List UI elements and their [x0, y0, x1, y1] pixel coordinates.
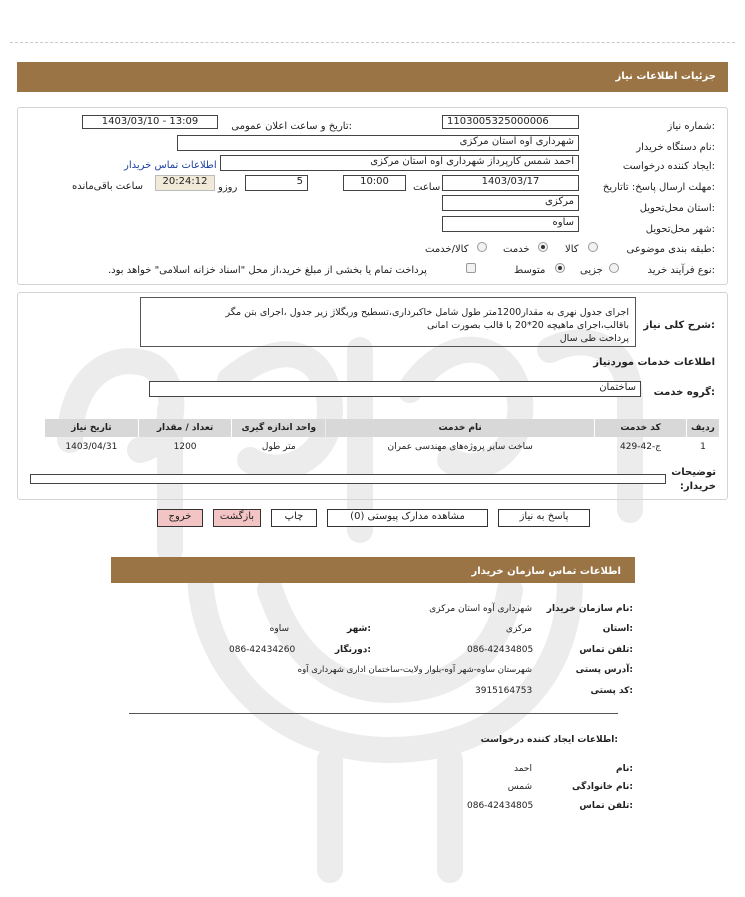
- category-goods-radio[interactable]: [588, 242, 598, 252]
- contact-header: [111, 557, 635, 583]
- postal-value: 3915164753: [475, 686, 533, 696]
- col-unit: واحد اندازه گیری: [232, 419, 325, 437]
- creator-phone-label: تلفن تماس:: [579, 801, 633, 811]
- page-header: [17, 62, 728, 92]
- contact-province-label: استان:: [602, 624, 633, 634]
- creator-family-value: شمس: [507, 782, 532, 792]
- service-group-field[interactable]: ساختمان: [149, 381, 641, 397]
- process-medium-label: متوسط: [514, 265, 546, 276]
- creator-field[interactable]: احمد شمس کارپرداز شهرداری آوه استان مرکزی: [220, 155, 579, 171]
- contact-divider: [129, 713, 618, 714]
- address-value: شهرستان ساوه-شهر آوه-بلوار ولایت-ساختمان اداری شهرداری آوه: [297, 665, 532, 675]
- col-date: تاریخ نیاز: [45, 419, 138, 437]
- buyer-field[interactable]: شهرداری آوه استان مرکزی: [177, 135, 579, 151]
- col-row: ردیف: [687, 419, 719, 437]
- process-small-radio[interactable]: [609, 263, 619, 273]
- city-label: شهر محل‌تحویل:: [645, 224, 715, 235]
- deadline-time-field[interactable]: 10:00: [343, 175, 406, 191]
- buyer-label: نام دستگاه خریدار:: [636, 142, 715, 153]
- print-button[interactable]: چاپ: [271, 509, 317, 527]
- services-table: [44, 418, 720, 457]
- contact-city-value: ساوه: [269, 624, 289, 634]
- top-divider: [10, 42, 735, 43]
- contact-phone-label: تلفن تماس:: [579, 645, 633, 655]
- announce-field[interactable]: 1403/03/10 - 13:09: [82, 115, 218, 129]
- summary-box: [140, 297, 636, 347]
- process-medium-radio[interactable]: [555, 263, 565, 273]
- days-label: روزو: [218, 182, 238, 193]
- contact-phone-value: 086-42434805: [467, 645, 534, 655]
- attachments-button[interactable]: مشاهده مدارک پیوستی (0): [327, 509, 488, 527]
- category-service-label: خدمت: [503, 244, 530, 255]
- table-row[interactable]: [45, 438, 719, 456]
- deadline-date-field[interactable]: 1403/03/17: [442, 175, 579, 191]
- cell-unit: متر طول: [261, 442, 296, 452]
- contact-header-title: اطلاعات تماس سازمان خریدار: [471, 566, 621, 577]
- table-header-row: [45, 419, 719, 437]
- category-label: طبقه بندی موضوعی:: [626, 244, 715, 255]
- contact-city-label: شهر:: [347, 624, 371, 634]
- postal-label: کد پستی:: [590, 686, 633, 696]
- service-group-label: گروه خدمت:: [653, 387, 715, 398]
- category-both-label: کالا/خدمت: [425, 244, 469, 255]
- contact-buyer-link[interactable]: اطلاعات تماس خریدار: [124, 160, 217, 171]
- buyer-notes-label: توضیحات خریدار:: [671, 467, 716, 492]
- remaining-label: ساعت باقی‌مانده: [72, 181, 144, 192]
- city-field[interactable]: ساوه: [442, 216, 579, 232]
- announce-label: تاریخ و ساعت اعلان عمومی:: [231, 121, 352, 132]
- cell-date: 1403/04/31: [65, 442, 118, 452]
- col-name: نام خدمت: [326, 419, 594, 437]
- days-field[interactable]: 5: [245, 175, 308, 191]
- address-label: آدرس پستی:: [575, 665, 633, 675]
- back-button[interactable]: بازگشت: [213, 509, 261, 527]
- payment-note: پرداخت تمام یا بخشی از مبلغ خرید،از محل "اسناد خزانه اسلامی" خواهد بود.: [108, 265, 427, 276]
- org-value: شهرداری آوه استان مرکزی: [429, 604, 532, 614]
- category-goods-label: کالا: [565, 244, 579, 255]
- buyer-notes-field[interactable]: [30, 474, 666, 484]
- creator-name-label: نام:: [616, 764, 633, 774]
- remaining-time-field: 20:24:12: [155, 175, 215, 191]
- services-title: اطلاعات خدمات موردنیاز: [593, 357, 715, 368]
- province-field[interactable]: مرکزی: [442, 195, 579, 211]
- summary-label: شرح کلی نیاز:: [643, 320, 715, 331]
- contact-fax-value: 086-42434260: [229, 645, 296, 655]
- details-panel: [17, 107, 728, 285]
- creator-family-label: نام خانوادگی:: [571, 782, 633, 792]
- summary-line-3: پرداخت طی سال: [559, 333, 629, 344]
- process-small-label: جزیی: [580, 265, 603, 276]
- summary-line-1: اجرای جدول نهری به مقدار1200متر طول شامل خاکبرداری،تسطیح وریگلاژ زیر جدول ،اجرای بتن مگر: [225, 307, 629, 318]
- creator-name-value: احمد: [514, 764, 532, 774]
- cell-row: 1: [700, 442, 706, 452]
- category-both-radio[interactable]: [477, 242, 487, 252]
- exit-button[interactable]: خروج: [157, 509, 203, 527]
- cell-code: ج-42-429: [620, 442, 661, 452]
- need-number-label: شماره نیاز:: [667, 121, 715, 132]
- creator-label: ایجاد کننده درخواست:: [622, 161, 715, 172]
- treasury-payment-checkbox[interactable]: [466, 263, 476, 273]
- province-label: استان محل‌تحویل:: [639, 203, 715, 214]
- contact-fax-label: دورنگار:: [334, 645, 371, 655]
- deadline-time-label: ساعت: [413, 182, 441, 193]
- cell-qty: 1200: [173, 442, 197, 452]
- category-service-radio[interactable]: [538, 242, 548, 252]
- process-label: نوع فرآیند خرید:: [647, 265, 715, 276]
- page-title: جزئیات اطلاعات نیاز: [615, 71, 716, 82]
- creator-phone-value: 086-42434805: [467, 801, 534, 811]
- org-label: نام سازمان خریدار:: [546, 604, 633, 614]
- reply-button[interactable]: پاسخ به نیاز: [498, 509, 590, 527]
- summary-line-2: باقالب،اجرای ماهیچه 20*20 با قالب بصورت امانی: [427, 320, 629, 331]
- deadline-label: مهلت ارسال پاسخ: تاتاریخ:: [602, 182, 715, 193]
- col-code: کد خدمت: [595, 419, 686, 437]
- col-qty: تعداد / مقدار: [139, 419, 232, 437]
- cell-name: ساخت سایر پروژه‌های مهندسی عمران: [387, 442, 533, 452]
- need-number-field[interactable]: 1103005325000006: [442, 115, 579, 129]
- contact-province-value: مرکزی: [505, 624, 532, 634]
- creator-info-title: اطلاعات ایجاد کننده درخواست:: [480, 735, 618, 745]
